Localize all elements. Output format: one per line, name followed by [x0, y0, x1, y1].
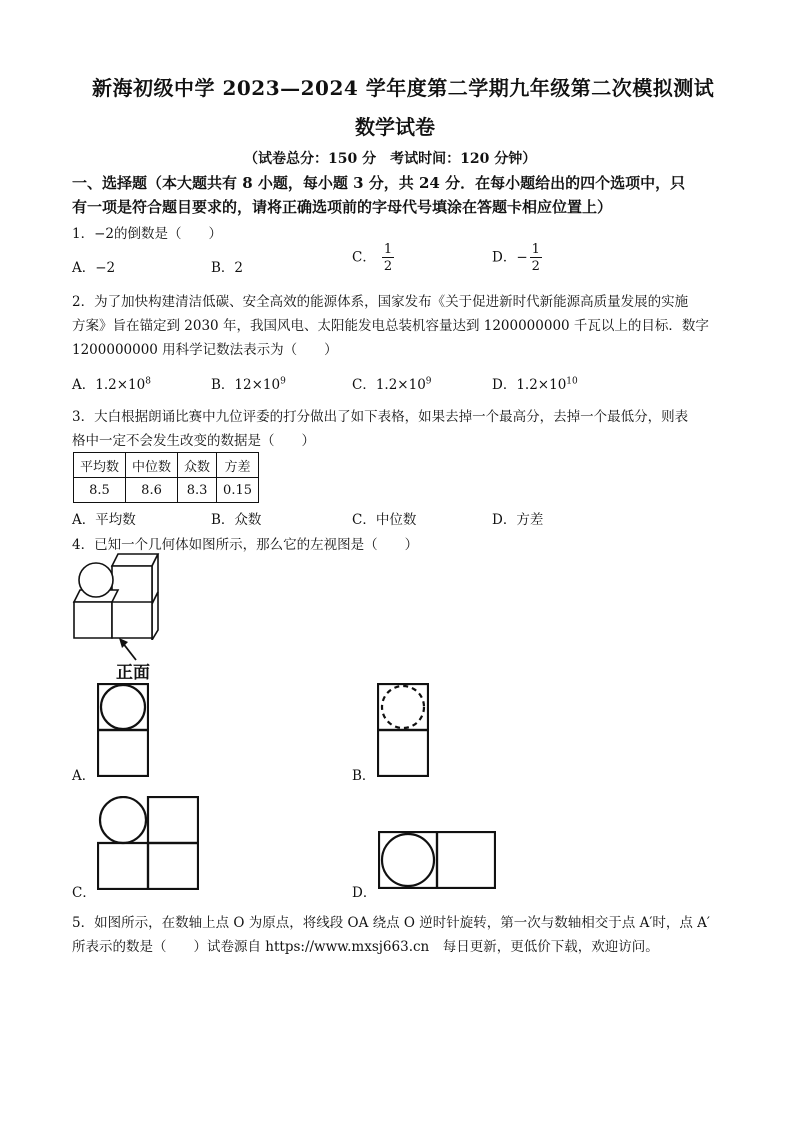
- q3-line2: 格中一定不会发生改变的数据是（ ）: [72, 433, 315, 449]
- table-cell: 8.5: [74, 478, 126, 503]
- fraction-denominator: 2: [531, 259, 540, 274]
- front-view-label: 正面: [116, 663, 150, 683]
- table-header-row: [74, 453, 259, 478]
- q4-option-c: C．: [72, 885, 96, 901]
- q3-line1: 3．大白根据朗诵比赛中九位评委的打分做出了如下表格，如果去掉一个最高分，去掉一个最低分，则表: [72, 409, 689, 425]
- table-cell: 0.15: [217, 478, 259, 503]
- q2-line3: 1200000000 用科学记数法表示为（ ）: [72, 342, 338, 358]
- q4-option-b-figure: [377, 683, 429, 777]
- q1-option-c-label: C．: [352, 249, 376, 266]
- q4-solid-figure: [72, 552, 167, 640]
- q2-option-a: [72, 373, 151, 393]
- exam-subtitle: 数学试卷: [355, 115, 435, 139]
- q4-option-b: B．: [352, 768, 376, 784]
- q1-option-c: [352, 243, 394, 273]
- q1-option-a: A．−2: [72, 260, 116, 276]
- q4-option-a-figure: [97, 683, 149, 777]
- q2-option-b-exponent: 9: [280, 376, 286, 387]
- q2-option-d-exponent: 10: [566, 376, 578, 387]
- fraction-numerator: 1: [383, 242, 393, 257]
- table-cell: 8.3: [178, 478, 217, 503]
- q3-option-b: B．众数: [211, 512, 262, 528]
- q4-option-a: A．: [72, 768, 96, 784]
- q5-line1: 5．如图所示，在数轴上点 O 为原点，将线段 OA 绕点 O 逆时针旋转，第一次与数轴相交于点 A′时，点 A′: [72, 915, 710, 931]
- table-row: [74, 478, 259, 503]
- q1-option-b: B．2: [211, 260, 244, 276]
- q2-option-a-exponent: 8: [145, 376, 151, 387]
- q3-option-c: C．中位数: [352, 512, 417, 528]
- table-cell: 8.6: [126, 478, 178, 503]
- q3-option-a: A．平均数: [72, 512, 136, 528]
- q2-option-b-base: B．12×10: [211, 377, 281, 393]
- table-header-cell: 众数: [178, 453, 217, 478]
- q3-stats-table: [73, 452, 259, 503]
- q2-option-c-exponent: 9: [425, 376, 432, 387]
- q3-option-d: D．方差: [492, 512, 544, 528]
- q2-line1: 2．为了加快构建清洁低碳、安全高效的能源体系，国家发布《关于促进新时代新能源高质量发展的实施: [72, 294, 689, 310]
- table-header-cell: 方差: [217, 453, 259, 478]
- q2-line2: 方案》旨在锚定到 2030 年，我国风电、太阳能发电总装机容量达到 1200000000 千瓦以上的目标．数字: [72, 318, 709, 334]
- q1-option-d-label: D．−: [492, 249, 528, 266]
- q2-option-a-base: A．1.2×10: [72, 377, 146, 393]
- q2-option-c: [352, 373, 432, 393]
- section-heading-line2: 有一项是符合题目要求的，请将正确选项前的字母代号填涂在答题卡相应位置上）: [72, 198, 613, 216]
- q4-option-c-figure: [97, 796, 199, 890]
- q2-option-c-base: C．1.2×10: [352, 377, 426, 393]
- fraction-numerator: 1: [531, 242, 540, 257]
- q1-option-d: [492, 243, 542, 273]
- q1-option-d-fraction: [530, 243, 542, 273]
- exam-title: 新海初级中学 2023—2024 学年度第二学期九年级第二次模拟测试: [92, 76, 715, 100]
- table-header-cell: 平均数: [74, 453, 126, 478]
- q2-option-d-base: D．1.2×10: [492, 377, 567, 393]
- exam-info: （试卷总分：150 分 考试时间：120 分钟）: [244, 151, 537, 167]
- q4-option-d: D．: [352, 885, 377, 901]
- q5-line2: 所表示的数是（ ）试卷源自 https://www.mxsj663.cn 每日更新，更低价下载，欢迎访问。: [72, 939, 659, 955]
- q4-stem: 4．已知一个几何体如图所示，那么它的左视图是（ ）: [72, 537, 419, 553]
- section-heading-line1: 一、选择题（本大题共有 8 小题，每小题 3 分，共 24 分．在每小题给出的四个选项中，只: [72, 174, 686, 192]
- fraction-denominator: 2: [383, 259, 393, 274]
- q1-option-c-fraction: [382, 243, 394, 273]
- q2-option-d: [492, 373, 578, 393]
- q4-option-d-figure: [378, 831, 496, 889]
- table-header-cell: 中位数: [126, 453, 178, 478]
- q1-stem: 1．−2的倒数是（ ）: [72, 226, 222, 242]
- q2-option-b: [211, 373, 286, 393]
